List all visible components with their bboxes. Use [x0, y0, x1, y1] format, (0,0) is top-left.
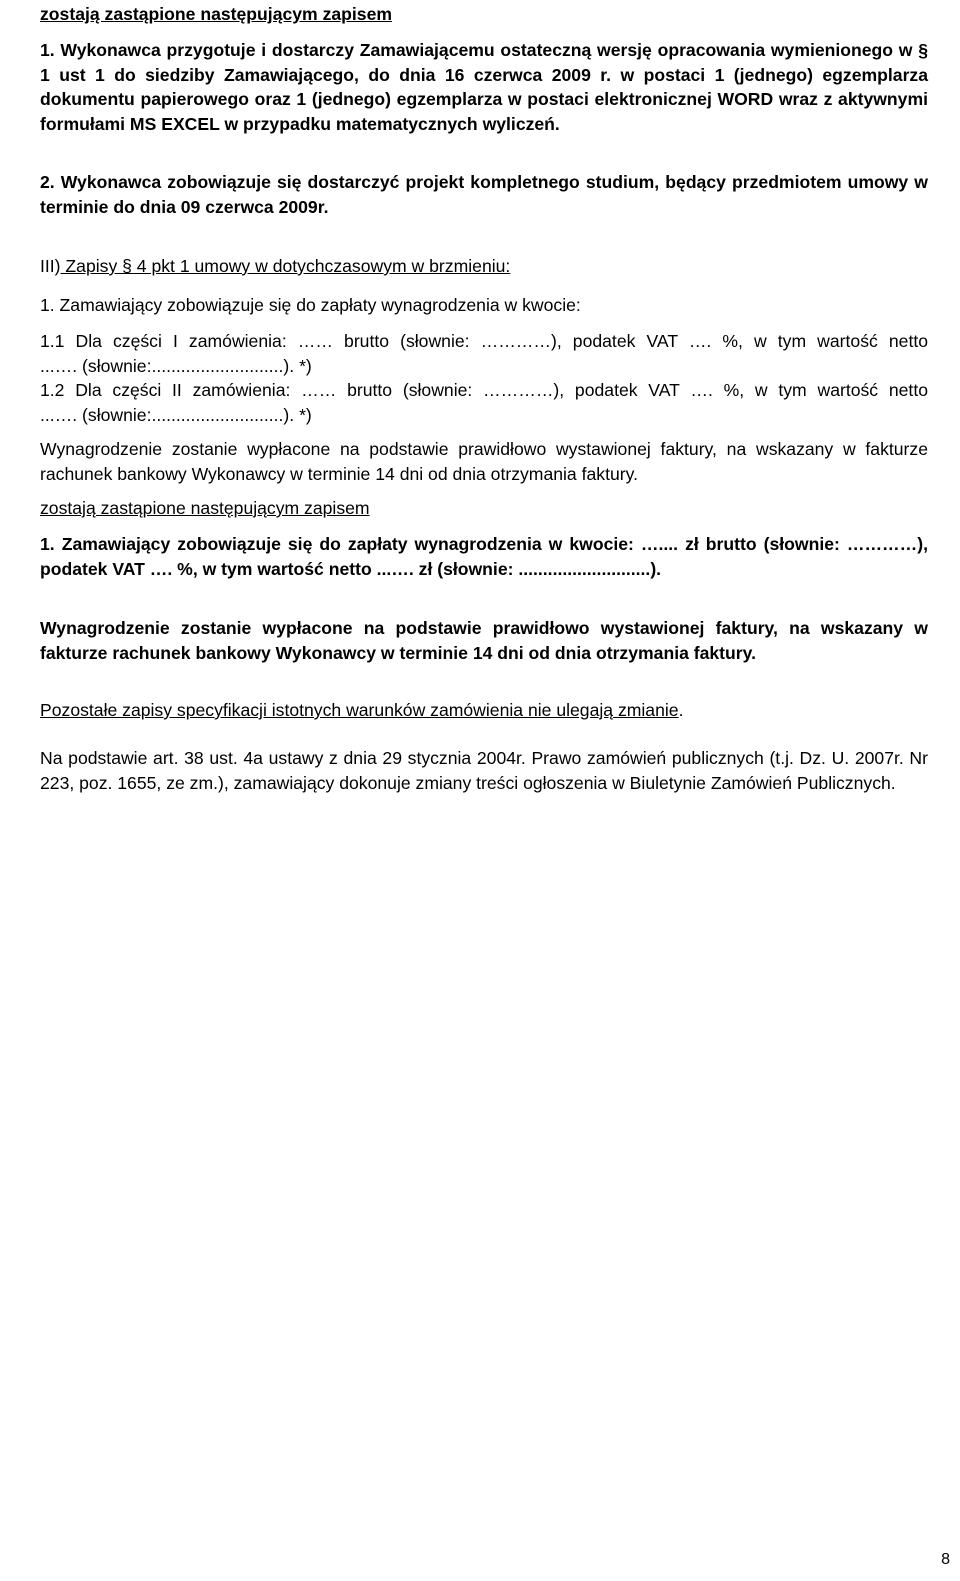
- replaced-heading-top: zostają zastąpione następującym zapisem: [40, 4, 393, 24]
- remaining-provisions-text: Pozostałe zapisy specyfikacji istotnych warunków zamówienia nie ulegają zmianie: [40, 700, 679, 720]
- delivery-item-2: 2. Wykonawca zobowiązuje się dostarczyć projekt kompletnego studium, będący przedmiotem umowy w terminie do dnia 09 czerwca 2009r.: [40, 172, 928, 217]
- old-payment-item-1: 1. Zamawiający zobowiązuje się do zapłaty wynagrodzenia w kwocie:: [40, 295, 581, 315]
- replaced-heading: zostają zastąpione następującym zapisem: [40, 498, 370, 518]
- new-payment-terms: Wynagrodzenie zostanie wypłacone na podstawie prawidłowo wystawionej faktury, na wskazany w fakturze rachunek bankowy Wykonawcy w terminie 14 dni od dnia otrzymania faktury.: [40, 618, 928, 663]
- delivery-item-1: 1. Wykonawca przygotuje i dostarczy Zamawiającemu ostateczną wersję opracowania wymienionego w § 1 ust 1 do siedziby Zamawiającego, do dnia 16 czerwca 2009 r. w postaci 1 (jednego) egzemplarza dokumentu papierowego oraz 1 (jednego) egzemplarza w postaci elektronicznej WORD wraz z aktywnymi formułami MS EXCEL w przypadku matematycznych wyliczeń.: [40, 40, 928, 134]
- new-payment-item-1: 1. Zamawiający zobowiązuje się do zapłaty wynagrodzenia w kwocie: ….... zł brutto (słownie: …………), podatek VAT …. %, w tym wartość netto ...…. zł (słownie: ...........................).: [40, 534, 928, 579]
- legal-basis: Na podstawie art. 38 ust. 4a ustawy z dnia 29 stycznia 2004r. Prawo zamówień publicznych (t.j. Dz. U. 2007r. Nr 223, poz. 1655, ze zm.), zamawiający dokonuje zmiany treści ogłoszenia w Biuletynie Zamówień Publicznych.: [40, 748, 928, 793]
- old-payment-item-1-2: [40, 378, 928, 427]
- item-1-2-line-1: 1.2 Dla części II zamówienia: …… brutto (słownie: …………), podatek VAT …. %, w tym wartość netto: [40, 380, 928, 400]
- item-1-1-line-1: 1.1 Dla części I zamówienia: …… brutto (słownie: …………), podatek VAT …. %, w tym wartość netto: [40, 331, 928, 351]
- item-1-2-line-2: ...…. (słownie:...........................). *): [40, 404, 312, 425]
- item-1-1-line-2: ...…. (słownie:...........................). *): [40, 355, 312, 376]
- section-iii-heading: [40, 254, 928, 279]
- old-payment-item-1-1: [40, 329, 928, 378]
- section-number: III): [40, 256, 61, 276]
- page-number: 8: [941, 1551, 950, 1568]
- old-payment-terms: Wynagrodzenie zostanie wypłacone na podstawie prawidłowo wystawionej faktury, na wskazany w fakturze rachunek bankowy Wykonawcy w terminie 14 dni od dnia otrzymania faktury.: [40, 439, 928, 484]
- section-heading-text: Zapisy § 4 pkt 1 umowy w dotychczasowym w brzmieniu:: [60, 256, 511, 276]
- remaining-provisions-period: .: [678, 700, 684, 720]
- remaining-provisions: [40, 698, 928, 723]
